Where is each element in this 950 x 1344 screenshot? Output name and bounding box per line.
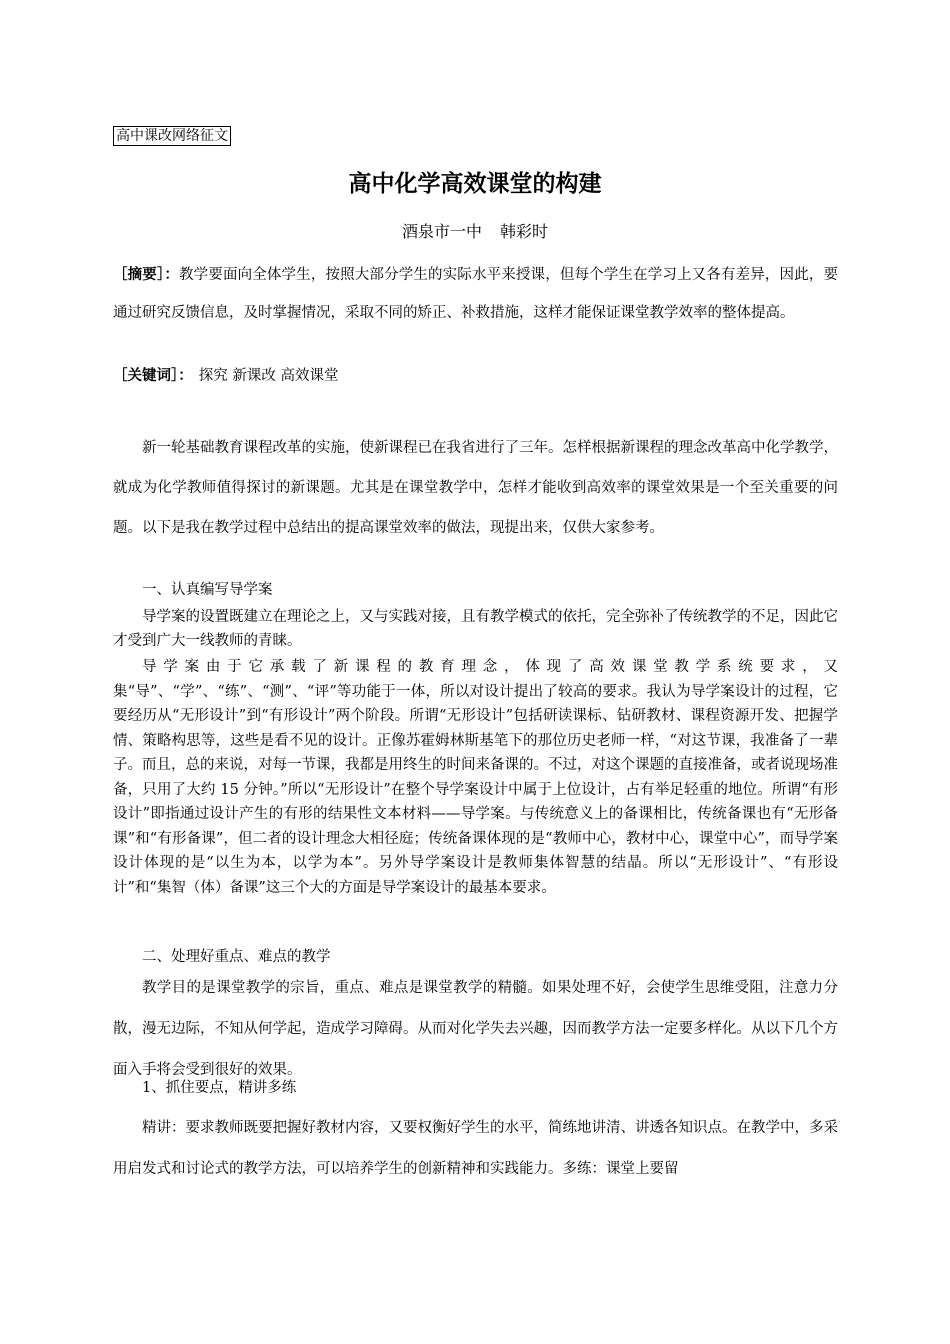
author-line: [0, 222, 950, 242]
intro-paragraph: 新一轮基础教育课程改革的实施，使新课程已在我省进行了三年。怎样根据新课程的理念改革高中化学教学，就成为化学教师值得探讨的新课题。尤其是在课堂教学中，怎样才能收到高效率的课堂效果是一个至关重要的问题。以下是我在教学过程中总结出的提高课堂效率的做法，现提出来，仅供大家参考。: [113, 440, 838, 536]
keywords-text: 探究 新课改 高效课堂: [198, 368, 339, 384]
subsection1-paragraph-1: 精讲：要求教师既要把握好教材内容，又要权衡好学生的水平，简练地讲清、讲透各知识点。在教学中，多采用启发式和讨论式的教学方法，可以培养学生的创新精神和实践能力。多练：课堂上要留: [113, 1120, 838, 1177]
page-title: 高中化学高效课堂的构建: [348, 171, 602, 197]
section1-paragraph-1: 导学案的设置既建立在理论之上，又与实践对接，且有教学模式的依托，完全弥补了传统教学的不足，因此它才受到广大一线教师的青睐。: [113, 609, 838, 649]
abstract: [113, 256, 838, 332]
author-name: 韩彩时: [500, 222, 549, 241]
section1-heading: 一、认真编写导学案: [142, 582, 273, 598]
abstract-text: 教学要面向全体学生，按照大部分学生的实际水平来授课，但每个学生在学习上又各有差异，因此，要通过研究反馈信息，及时掌握情况，采取不同的矫正、补救措施，这样才能保证课堂教学效率的整体提高。: [113, 267, 839, 321]
keywords-label: ［关键词］：: [113, 368, 193, 384]
abstract-label: ［摘要］：: [113, 267, 179, 283]
header-tag: 高中课改网络征文: [113, 126, 231, 146]
section2-paragraph-1: 教学目的是课堂教学的宗旨，重点、难点是课堂教学的精髓。如果处理不好，会使学生思维受阻，注意力分散，漫无边际，不知从何学起，造成学习障碍。从而对化学失去兴趣，因而教学方法一定要多样化。从以下几个方面入手将会受到很好的效果。: [113, 980, 838, 1078]
subsection1-heading: 1、抓住要点，精讲多练: [142, 1080, 297, 1096]
section2-heading: 二、处理好重点、难点的教学: [142, 949, 331, 965]
section1-paragraph-2: 导学案由于它承载了新课程的教育理念，体现了高效课堂教学系统要求，又集“导”、“学”、“练”、“测”、“评”等功能于一体，所以对设计提出了较高的要求。我认为导学案设计的过程，它要经历从“无形设计”到“有形设计”两个阶段。所谓“无形设计”包括研读课标、钻研教材、课程资源开发、把握学情、策略构思等，这些是看不见的设计。正像苏霍姆林斯基笔下的那位历史老师一样，“对这节课，我准备了一辈子。而且，总的来说，对每一节课，我都是用终生的时间来备课的。不过，对这个课题的直接准备，或者说现场准备，只用了大约 15 分钟。”所以“无形设计”在整个导学案设计中属于上位设计，占有举足轻重的地位。所谓“有形设计”即指通过设计产生的有形的结果性文本材料——导学案。与传统意义上的备课相比，传统备课也有“无形备课”和“有形备课”，但二者的设计理念大相径庭；传统备课体现的是“教师中心，教材中心，课堂中心”，而导学案设计体现的是“以生为本，以学为本”。另外导学案设计是教师集体智慧的结晶。所以“无形设计”、“有形设计”和“集智（体）备课”这三个大的方面是导学案设计的最基本要求。: [113, 659, 838, 896]
keywords: [113, 364, 838, 388]
author-school: 酒泉市一中: [401, 222, 482, 241]
